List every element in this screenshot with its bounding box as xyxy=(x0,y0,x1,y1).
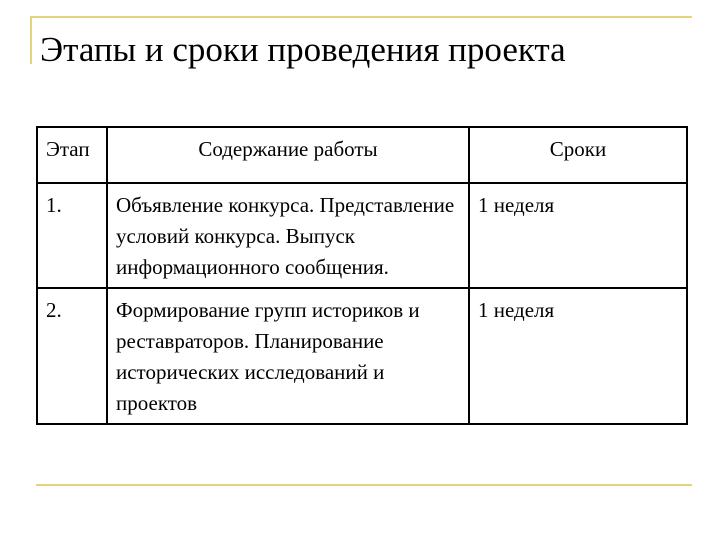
cell-term: 1 неделя xyxy=(469,183,687,288)
header-stage: Этап xyxy=(37,127,107,183)
table-row xyxy=(37,183,687,288)
cell-work-content: Формирование групп историков и реставраторов. Планирование исторических исследований и проектов xyxy=(107,288,469,424)
cell-term: 1 неделя xyxy=(469,288,687,424)
top-decorative-rule xyxy=(30,16,692,18)
bottom-decorative-rule xyxy=(36,484,692,486)
header-term: Сроки xyxy=(469,127,687,183)
cell-stage-number: 2. xyxy=(37,288,107,424)
cell-stage-number: 1. xyxy=(37,183,107,288)
slide-title: Этапы и сроки проведения проекта xyxy=(40,30,566,69)
left-decorative-rule xyxy=(30,16,32,64)
table-row xyxy=(37,288,687,424)
table-header-row xyxy=(37,127,687,183)
header-content: Содержание работы xyxy=(107,127,469,183)
cell-work-content: Объявление конкурса. Представление условий конкурса. Выпуск информационного сообщения. xyxy=(107,183,469,288)
project-stages-table xyxy=(36,126,688,425)
